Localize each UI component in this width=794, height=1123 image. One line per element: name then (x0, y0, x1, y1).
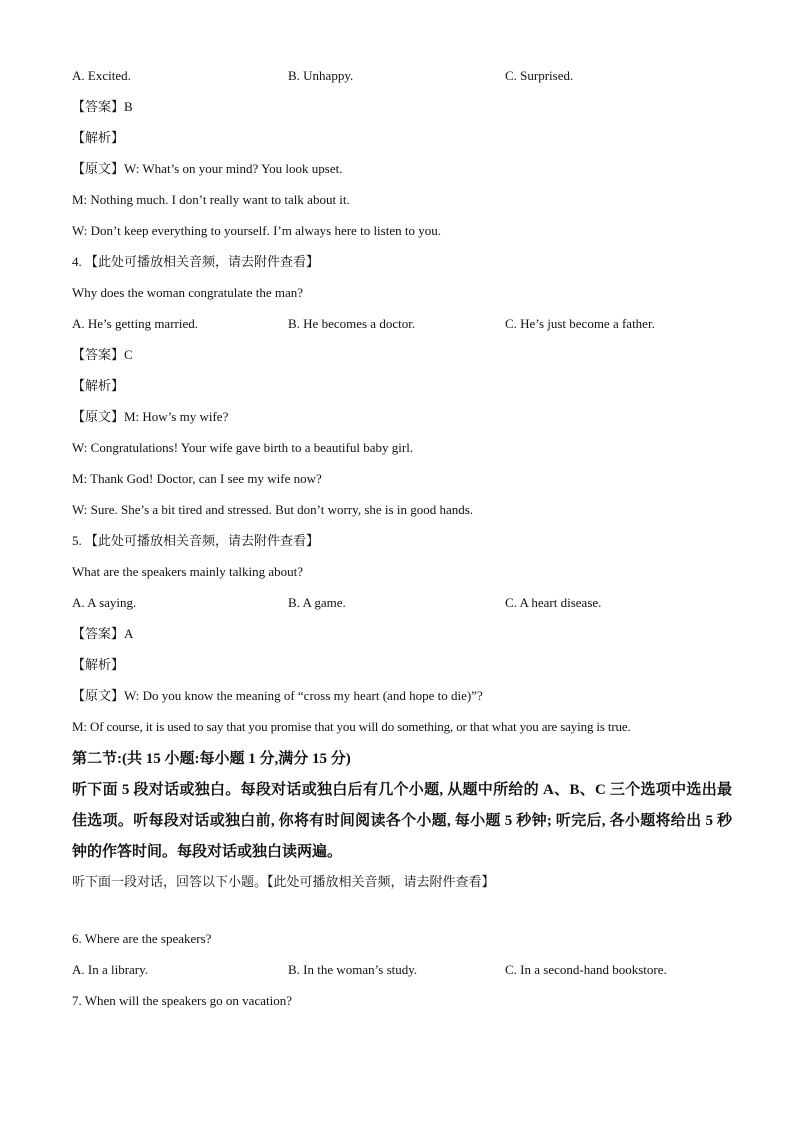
section2-instructions: 听下面 5 段对话或独白。每段对话或独白后有几个小题, 从题中所给的 A、B、C 三个选项中选出最佳选项。听每段对话或独白前, 你将有时间阅读各个小题, 每小题 5 秒钟; 听完后, 各小题将给出 5 秒钟的作答时间。每段对话或独白读两遍。 (72, 782, 732, 860)
q5-transcript-line: M: Of course, it is used to say that you promise that you will do something, or that what you are saying is true. (72, 719, 631, 734)
q5-question: What are the speakers mainly talking about? (72, 564, 304, 579)
section2-title: 第二节:(共 15 小题:每小题 1 分,满分 15 分) (72, 751, 351, 767)
q3-analysis: 【解析】 (72, 130, 125, 145)
exam-page (72, 62, 732, 1018)
q4-transcript-line: M: Thank God! Doctor, can I see my wife now? (72, 471, 322, 486)
q3-option-b: B. Unhappy. (288, 68, 354, 83)
q4-options (72, 310, 732, 341)
q6-options (72, 956, 732, 987)
q4-option-b: B. He becomes a doctor. (288, 316, 416, 331)
q5-option-b: B. A game. (288, 595, 346, 610)
q5-heading: 5. 【此处可播放相关音频，请去附件查看】 (72, 533, 320, 548)
q6-question: 6. Where are the speakers? (72, 931, 212, 946)
q5-options (72, 589, 732, 620)
q5-option-a: A. A saying. (72, 595, 137, 610)
q4-transcript-line: 【原文】M: How’s my wife? (72, 409, 229, 424)
q4-analysis: 【解析】 (72, 378, 125, 393)
q3-options (72, 62, 732, 93)
q4-heading: 4. 【此处可播放相关音频，请去附件查看】 (72, 254, 320, 269)
q6-option-b: B. In the woman’s study. (288, 962, 418, 977)
q3-option-c: C. Surprised. (505, 68, 574, 83)
q4-option-a: A. He’s getting married. (72, 316, 198, 331)
q3-transcript-line: W: Don’t keep everything to yourself. I’m always here to listen to you. (72, 223, 441, 238)
q5-answer: 【答案】A (72, 626, 134, 641)
q5-transcript-line: 【原文】W: Do you know the meaning of “cross my heart (and hope to die)”? (72, 688, 483, 703)
q5-analysis: 【解析】 (72, 657, 125, 672)
q6-option-a: A. In a library. (72, 962, 149, 977)
q4-option-c: C. He’s just become a father. (505, 316, 655, 331)
q4-question: Why does the woman congratulate the man? (72, 285, 304, 300)
q6-option-c: C. In a second-hand bookstore. (505, 962, 667, 977)
spacer (72, 899, 732, 925)
q3-transcript-line: 【原文】W: What’s on your mind? You look upset. (72, 161, 343, 176)
q3-answer: 【答案】B (72, 99, 133, 114)
q4-transcript-line: W: Congratulations! Your wife gave birth to a beautiful baby girl. (72, 440, 414, 455)
q4-answer: 【答案】C (72, 347, 133, 362)
q5-option-c: C. A heart disease. (505, 595, 602, 610)
section2-prompt: 听下面一段对话，回答以下小题。【此处可播放相关音频，请去附件查看】 (72, 874, 495, 889)
q7-question: 7. When will the speakers go on vacation? (72, 993, 292, 1008)
q3-option-a: A. Excited. (72, 68, 131, 83)
q3-transcript-line: M: Nothing much. I don’t really want to talk about it. (72, 192, 350, 207)
q4-transcript-line: W: Sure. She’s a bit tired and stressed. But don’t worry, she is in good hands. (72, 502, 474, 517)
